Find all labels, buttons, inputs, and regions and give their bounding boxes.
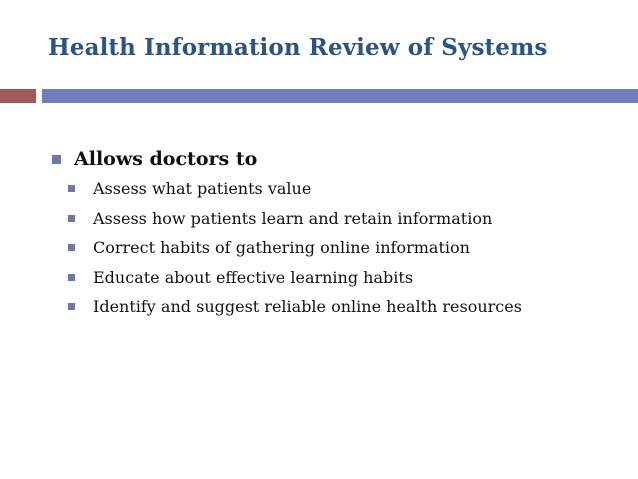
sub-bullet-text: Correct habits of gathering online information	[93, 238, 470, 258]
sub-bullet	[68, 263, 628, 293]
sub-bullet-list	[68, 174, 628, 322]
title-rule-accent	[0, 89, 36, 103]
sub-bullet-text: Identify and suggest reliable online health resources	[93, 297, 522, 317]
slide-title: Health Information Review of Systems	[48, 34, 548, 61]
square-bullet-icon	[68, 185, 75, 192]
square-bullet-icon	[68, 303, 75, 310]
sub-bullet	[68, 292, 628, 322]
main-bullet	[46, 144, 628, 174]
main-bullet-text: Allows doctors to	[74, 148, 258, 170]
square-bullet-icon	[68, 244, 75, 251]
sub-bullet-text: Assess how patients learn and retain information	[93, 208, 493, 228]
sub-bullet	[68, 174, 628, 204]
square-bullet-icon	[68, 274, 75, 281]
sub-bullet-text: Assess what patients value	[93, 179, 312, 199]
sub-bullet	[68, 233, 628, 263]
slide-content	[46, 144, 628, 322]
sub-bullet	[68, 204, 628, 234]
sub-bullet-text: Educate about effective learning habits	[93, 267, 414, 287]
square-bullet-icon	[68, 215, 75, 222]
square-bullet-icon	[52, 155, 61, 164]
title-rule	[42, 89, 638, 103]
